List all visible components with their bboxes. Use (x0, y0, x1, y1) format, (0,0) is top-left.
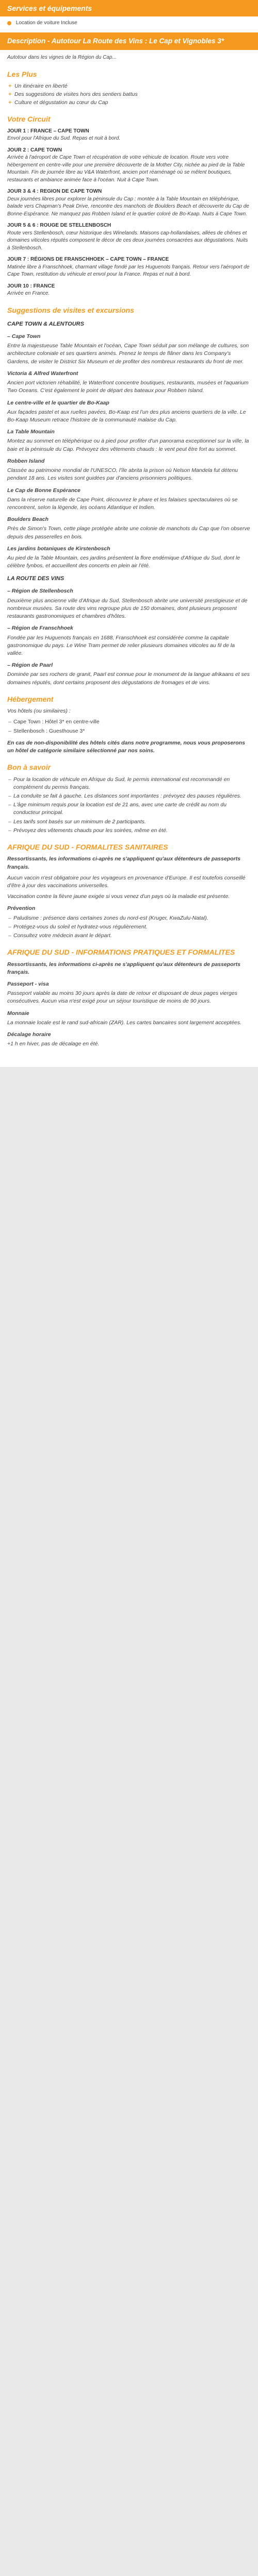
visit-text: Ancien port victorien réhabilité, le Waterfront concentre boutiques, restaurants, musées et l'aquarium Two Oceans. C'est également le point de départ des bateaux pour Robben Island. (7, 380, 249, 394)
day-title: JOUR 1 : FRANCE – CAPE TOWN (7, 128, 89, 134)
day-title: JOUR 7 : RÉGIONS DE FRANSCHHOEK – CAPE TOWN – FRANCE (7, 257, 169, 263)
place-title: – Cape Town (7, 333, 41, 340)
bon-savoir-title: Bon à savoir (7, 763, 51, 772)
prevention-title: Prévention (7, 905, 36, 912)
page (0, 0, 258, 1067)
info-pratiques-title: AFRIQUE DU SUD - INFORMATIONS PRATIQUES ET FORMALITES (7, 948, 235, 957)
plus-list (7, 82, 251, 107)
intro-text: Autotour dans les vignes de la Région du Cap... (7, 55, 117, 61)
day-block (7, 188, 251, 218)
day-title: JOUR 5 & 6 : ROUGE DE STELLENBOSCH (7, 223, 111, 229)
location-link-label: Location de voiture Incluse (15, 20, 77, 26)
visit-text: Dans la réserve naturelle de Cape Point, découvrez le phare et les falaises spectaculaires où se rencontrent, selon la légende, les océans Atlantique et Indien. (7, 496, 238, 511)
visit-title: Le centre-ville et le quartier de Bo-Kaap (7, 399, 109, 406)
passport-text: Passeport valable au moins 30 jours après la date de retour et disposant de deux pages vierges consécutives. Aucun visa n'est exigé pour un séjour touristique de moins de 90 jours. (7, 990, 237, 1005)
circuit-title: Votre Circuit (7, 115, 51, 124)
visit-text: Au pied de la Table Mountain, ces jardins présentent la flore endémique d'Afrique du Sud, dont le célèbre fynbos, et accueillent des concerts en plein air l'été. (7, 555, 240, 569)
hotel-list (7, 718, 251, 735)
main-content (0, 50, 258, 1048)
day-text: Deux journées libres pour explorer la péninsule du Cap : montée à la Table Mountain en téléphérique, balade vers Chapman's Peak Drive, rencontre des manchots de Boulders Beach et découverte du Cap de Bonne-Espérance. Ne manquez pas Robben Island et le quartier coloré de Bo-Kaap. Nuits à Cape Town. (7, 196, 249, 217)
time-title: Décalage horaire (7, 1031, 51, 1038)
visit-title: La Table Mountain (7, 429, 55, 435)
visit-title: Boulders Beach (7, 516, 49, 523)
suggestions-title: Suggestions de visites et excursions (7, 306, 134, 314)
cape-town-text: Entre la majestueuse Table Mountain et l'océan, Cape Town séduit par son mélange de cultures, son architecture coloniale et ses quartiers animés. Prenez le temps de flâner dans les Company's Gardens, de visiter le District Six Museum et de profiter des nombreux restaurants du front de mer. (7, 343, 249, 365)
visit-title: Les jardins botaniques de Kirstenbosch (7, 545, 110, 552)
visit-text: Près de Simon's Town, cette plage protégée abrite une colonie de manchots du Cap que l'on observe depuis des passerelles en bois. (7, 526, 250, 540)
day-text: Arrivée en France. (7, 291, 50, 297)
visit-title: Robben Island (7, 457, 45, 464)
bon-savoir-item: – Prévoyez des vêtements chauds pour les soirées, même en été. (7, 827, 251, 835)
day-text: Arrivée à l'aéroport de Cape Town et récupération de votre véhicule de location. Route vers votre hébergement en centre-ville pour une première découverte de la Mother City, nichée au pied de la Table Mountain. Fin de journée libre au V&A Waterfront, ancien port réaménagé où se mêlent boutiques, restaurants et ambiance animée face à l'océan. Nuit à Cape Town. (7, 155, 245, 183)
day-title: JOUR 10 : FRANCE (7, 283, 55, 289)
description-title: Description - Autotour La Route des Vins : Le Cap et Vignobles 3* (0, 32, 258, 50)
day-block (7, 222, 251, 252)
bon-savoir-list (7, 776, 251, 835)
visit-text: Aux façades pastel et aux ruelles pavées, Bo-Kaap est l'un des plus anciens quartiers de la ville. Le Bo-Kaap Museum retrace l'histoire de la communauté malaise du Cap. (7, 409, 246, 423)
prevention-list (7, 914, 251, 940)
hotel-item: – Stellenbosch : Guesthouse 3* (7, 727, 251, 735)
region-title: – Région de Paarl (7, 662, 53, 669)
day-block (7, 128, 251, 143)
region-text: Deuxième plus ancienne ville d'Afrique du Sud, Stellenbosch abrite une université prestigieuse et de nombreux musées. Sa route des vins regroupe plus de 150 domaines, dont plusieurs proposent restaurants gastronomiques et chambres d'hôtes. (7, 597, 248, 620)
day-block (7, 256, 251, 279)
day-text: Matinée libre à Franschhoek, charmant village fondé par les Huguenots français. Retour vers l'aéroport de Cape Town, restitution du véhicule et envol pour la France. Repas et nuit à bord. (7, 264, 250, 278)
time-text: +1 h en hiver, pas de décalage en été. (7, 1041, 100, 1047)
prevention-item: – Paludisme : présence dans certaines zones du nord-est (Kruger, KwaZulu-Natal). (7, 914, 251, 922)
hotel-item: – Cape Town : Hôtel 3* en centre-ville (7, 718, 251, 726)
hebergement-intro: Vos hôtels (ou similaires) : (7, 708, 71, 715)
prevention-item: – Protégez-vous du soleil et hydratez-vous régulièrement. (7, 923, 251, 931)
plus-item: + Culture et dégustation au cœur du Cap (7, 99, 251, 107)
bon-savoir-item: – L'âge minimum requis pour la location est de 21 ans, avec une carte de crédit au nom du conducteur principal. (7, 801, 251, 817)
currency-text: La monnaie locale est le rand sud-africain (ZAR). Les cartes bancaires sont largement acceptées. (7, 1019, 242, 1026)
passport-title: Passeport - visa (7, 981, 49, 988)
info-pratiques-intro: Ressortissants, les informations ci-après ne s'appliquent qu'aux détenteurs de passeports français. (7, 961, 240, 975)
day-block (7, 283, 251, 298)
day-text: Route vers Stellenbosch, cœur historique des Winelands. Maisons cap-hollandaises, allées de chênes et domaines viticoles réputés composent le décor de ces deux journées consacrées aux dégustations. Nuits à Stellenbosch. (7, 230, 248, 251)
plus-item: + Un itinéraire en liberté (7, 82, 251, 90)
formalites-text: Aucun vaccin n'est obligatoire pour les voyageurs en provenance d'Europe. Il est toutefois conseillé d'être à jour des vaccinations universelles. (7, 874, 246, 889)
visit-title: Le Cap de Bonne Espérance (7, 487, 80, 494)
formalites-intro: Ressortissants, les informations ci-après ne s'appliquent qu'aux détenteurs de passeports français. (7, 856, 240, 870)
bon-savoir-item: – Pour la location de véhicule en Afrique du Sud, le permis international est recommandé en complément du permis français. (7, 776, 251, 791)
currency-title: Monnaie (7, 1010, 29, 1016)
bon-savoir-item: – Les tarifs sont basés sur un minimum de 2 participants. (7, 818, 251, 826)
day-title: JOUR 2 : CAPE TOWN (7, 147, 62, 153)
hebergement-note: En cas de non-disponibilité des hôtels cités dans notre programme, nous vous proposerons un hôtel de catégorie similaire sélectionné par nos soins. (7, 739, 245, 754)
prevention-item: – Consultez votre médecin avant le départ. (7, 932, 251, 940)
day-title: JOUR 3 & 4 : REGION DE CAPE TOWN (7, 189, 102, 195)
formalites-text: Vaccination contre la fièvre jaune exigée si vous venez d'un pays où la maladie est présente. (7, 893, 230, 900)
route-title: LA ROUTE DES VINS (7, 575, 64, 582)
region-title: – Région de Stellenbosch (7, 588, 73, 595)
location-link[interactable] (0, 16, 258, 32)
plus-title: Les Plus (7, 70, 37, 78)
services-title: Services et équipements (0, 0, 258, 16)
day-block (7, 147, 251, 184)
plus-item: + Des suggestions de visites hors des sentiers battus (7, 91, 251, 98)
hebergement-title: Hébergement (7, 694, 54, 703)
visit-text: Classée au patrimoine mondial de l'UNESCO, l'île abrita la prison où Nelson Mandela fut détenu pendant 18 ans. Les visites sont guidées par d'anciens prisonniers politiques. (7, 467, 238, 482)
region-title: – Région de Franschhoek (7, 625, 73, 632)
bon-savoir-item: – La conduite se fait à gauche. Les distances sont importantes : prévoyez des pauses régulières. (7, 792, 251, 800)
region-text: Fondée par les Huguenots français en 1688, Franschhoek est considérée comme la capitale gastronomique du pays. Le Wine Tram permet de relier plusieurs domaines viticoles au fil de la vallée. (7, 634, 235, 656)
visit-title: Victoria & Alfred Waterfront (7, 370, 78, 377)
formalites-title: AFRIQUE DU SUD - FORMALITES SANITAIRES (7, 843, 168, 852)
visit-text: Montez au sommet en téléphérique ou à pied pour profiter d'un panorama exceptionnel sur la ville, la baie et la péninsule du Cap. Prévoyez des vêtements chauds : le vent peut être fort au sommet. (7, 438, 249, 452)
day-text: Envol pour l'Afrique du Sud. Repas et nuit à bord. (7, 135, 121, 142)
area-title: CAPE TOWN & ALENTOURS (7, 321, 84, 328)
car-bullet-icon (7, 21, 11, 25)
region-text: Dominée par ses rochers de granit, Paarl est connue pour le monument de la langue afrikaans et ses domaines réputés, dont certains proposent des dégustations de fromages et de vins. (7, 671, 250, 686)
